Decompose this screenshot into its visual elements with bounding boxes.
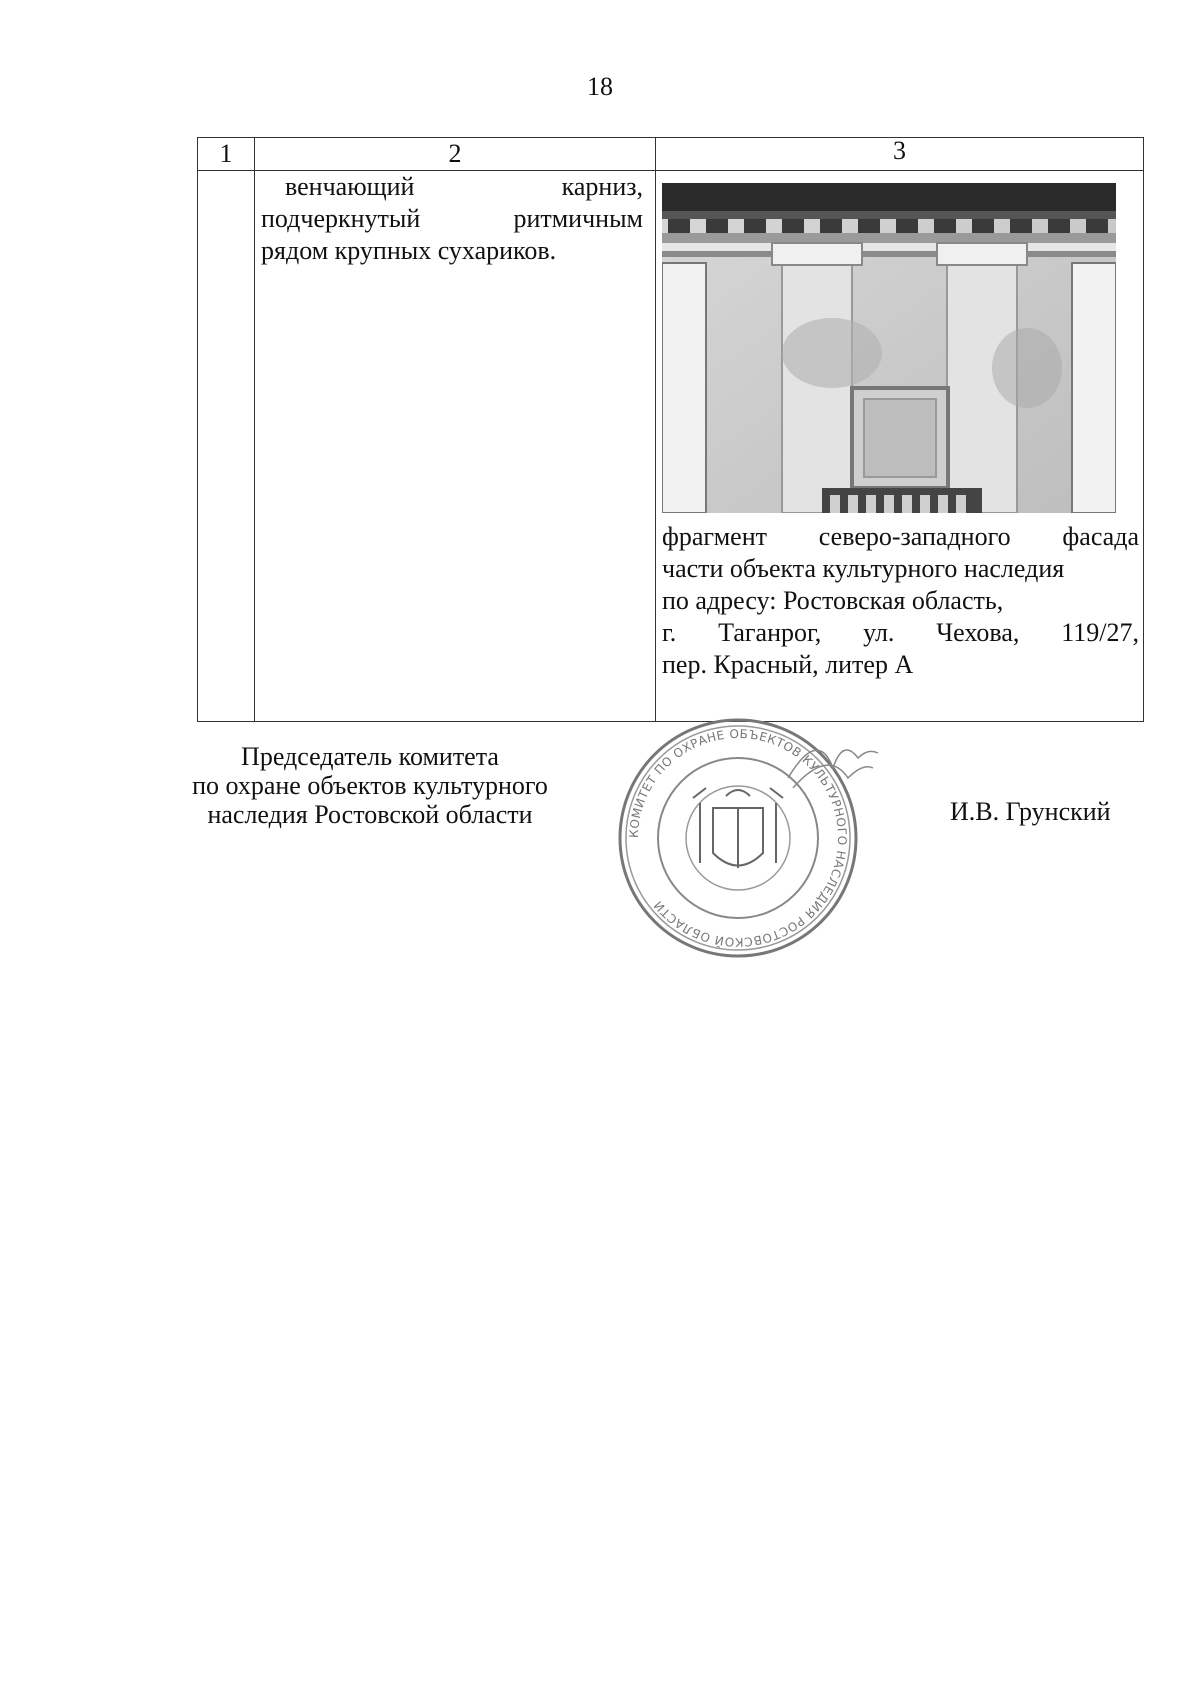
element-description [255, 171, 655, 267]
signer-name: И.В. Грунский [950, 797, 1111, 826]
coat-of-arms-icon [693, 788, 783, 868]
position-line: Председатель комитета [241, 742, 499, 771]
description-line: венчающий карниз, [285, 172, 643, 201]
description-line: подчеркнутый ритмичным [261, 204, 643, 233]
photo-cell [656, 171, 1144, 722]
header-col-1: 1 [198, 138, 255, 171]
caption-line: пер. Красный, литер А [662, 650, 914, 679]
position-line: наследия Ростовской области [207, 800, 533, 829]
table-header-row [198, 138, 1144, 171]
table-row [198, 171, 1144, 722]
photo-caption [656, 517, 1143, 685]
header-col-2: 2 [255, 138, 656, 171]
caption-line: фрагмент северо-западного фасада [662, 522, 1139, 551]
caption-line: г. Таганрог, ул. Чехова, 119/27, [662, 618, 1139, 647]
seal-outer-text: КОМИТЕТ ПО ОХРАНЕ ОБЪЕКТОВ КУЛЬТУРНОГО НАСЛЕДИЯ РОСТОВСКОЙ ОБЛАСТИ [626, 726, 850, 950]
caption-line: части объекта культурного наследия [662, 554, 1065, 583]
description-line: рядом крупных сухариков. [261, 236, 557, 265]
signatory-position [170, 742, 570, 829]
heritage-table [197, 137, 1144, 722]
header-col-3: 3 [656, 138, 1144, 171]
official-seal [588, 708, 888, 968]
description-cell [255, 171, 656, 722]
row-number-cell [198, 171, 255, 722]
page-number: 18 [587, 72, 613, 101]
position-line: по охране объектов культурного [192, 771, 548, 800]
facade-photo [662, 183, 1116, 513]
caption-line: по адресу: Ростовская область, [662, 586, 1004, 615]
